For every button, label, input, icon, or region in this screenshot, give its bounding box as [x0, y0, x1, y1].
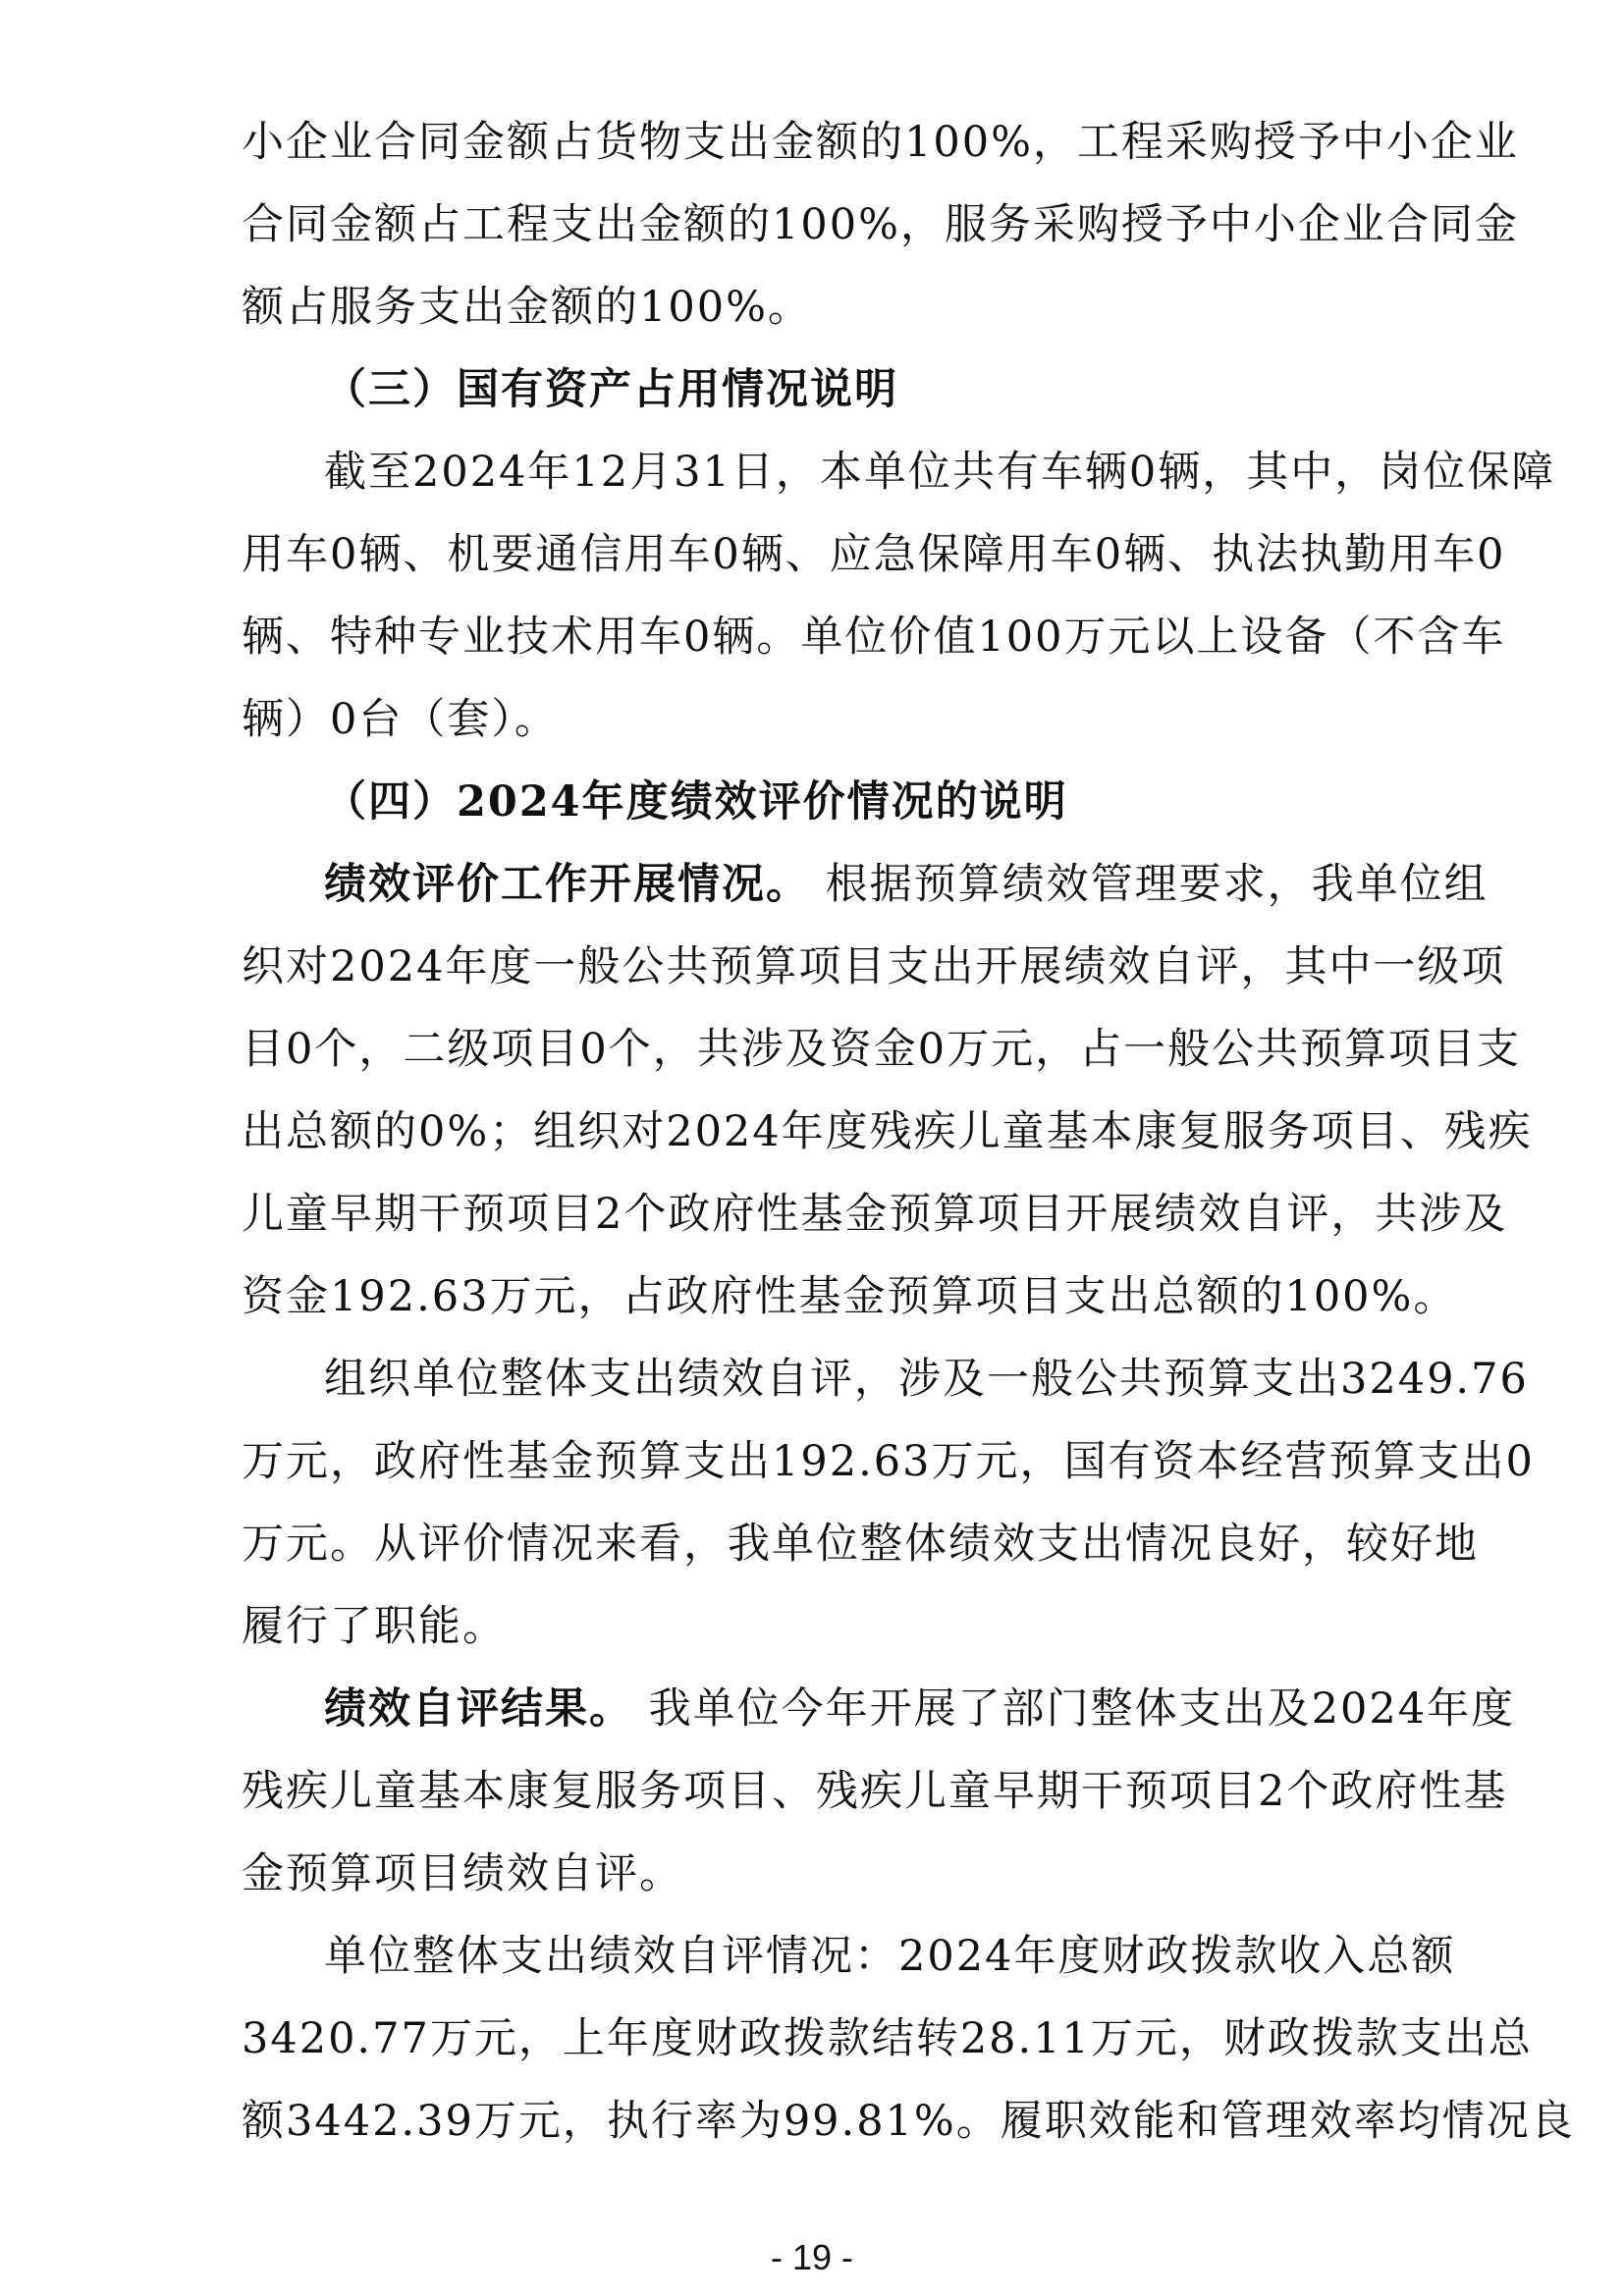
body-text-line: 合同金额占工程支出金额的100%，服务采购授予中小企业合同金: [242, 200, 1519, 249]
body-text-line: 3420.77万元，上年度财政拨款结转28.11万元，财政拨款支出总: [242, 2014, 1533, 2063]
body-text-line: 万元，政府性基金预算支出192.63万元，国有资本经营预算支出0: [242, 1437, 1535, 1486]
paragraph-text: 根据预算绩效管理要求，我单位组: [825, 860, 1489, 909]
body-text-line: 履行了职能。: [242, 1602, 507, 1651]
page-number: - 19 -: [770, 2237, 854, 2277]
body-text-line: 目0个，二级项目0个，共涉及资金0万元，占一般公共预算项目支: [242, 1025, 1522, 1074]
paragraph-text: 我单位今年开展了部门整体支出及2024年度: [648, 1684, 1516, 1734]
body-text-line: 辆、特种专业技术用车0辆。单位价值100万元以上设备（不含车: [242, 613, 1506, 662]
body-text-line: 资金192.63万元，占政府性基金预算项目支出总额的100%。: [242, 1272, 1458, 1321]
run-in-heading: 绩效自评结果。: [324, 1684, 633, 1734]
body-text-line: 织对2024年度一般公共预算项目支出开展绩效自评，其中一级项: [242, 942, 1506, 991]
section-heading-assets: （三）国有资产占用情况说明: [324, 365, 898, 414]
body-text-line: 组织单位整体支出绩效自评，涉及一般公共预算支出3249.76: [324, 1355, 1529, 1404]
body-text-line: [324, 855, 1492, 914]
body-text-line: 残疾儿童基本康复服务项目、残疾儿童早期干预项目2个政府性基: [242, 1767, 1508, 1816]
body-text-line: 出总额的0%；组织对2024年度残疾儿童基本康复服务项目、残疾: [242, 1107, 1533, 1156]
body-text-line: 额占服务支出金额的100%。: [242, 283, 812, 332]
body-text-line: 辆）0台（套）。: [242, 695, 559, 744]
body-text-line: 小企业合同金额占货物支出金额的100%，工程采购授予中小企业: [242, 118, 1519, 167]
run-in-heading: 绩效评价工作开展情况。: [324, 860, 810, 909]
body-text-line: [324, 1680, 1516, 1738]
body-text-line: 单位整体支出绩效自评情况：2024年度财政拨款收入总额: [324, 1932, 1456, 1981]
body-text-line: 万元。从评价情况来看，我单位整体绩效支出情况良好，较好地: [242, 1520, 1479, 1569]
body-text-line: 儿童早期干预项目2个政府性基金预算项目开展绩效自评，共涉及: [242, 1190, 1508, 1239]
body-text-line: 用车0辆、机要通信用车0辆、应急保障用车0辆、执法执勤用车0: [242, 530, 1506, 579]
body-text-line: 截至2024年12月31日，本单位共有车辆0辆，其中，岗位保障: [324, 448, 1556, 497]
body-text-line: 金预算项目绩效自评。: [242, 1849, 683, 1898]
body-text-line: 额3442.39万元，执行率为99.81%。履职效能和管理效率均情况良: [242, 2097, 1575, 2146]
section-heading-performance: （四）2024年度绩效评价情况的说明: [324, 777, 1068, 827]
